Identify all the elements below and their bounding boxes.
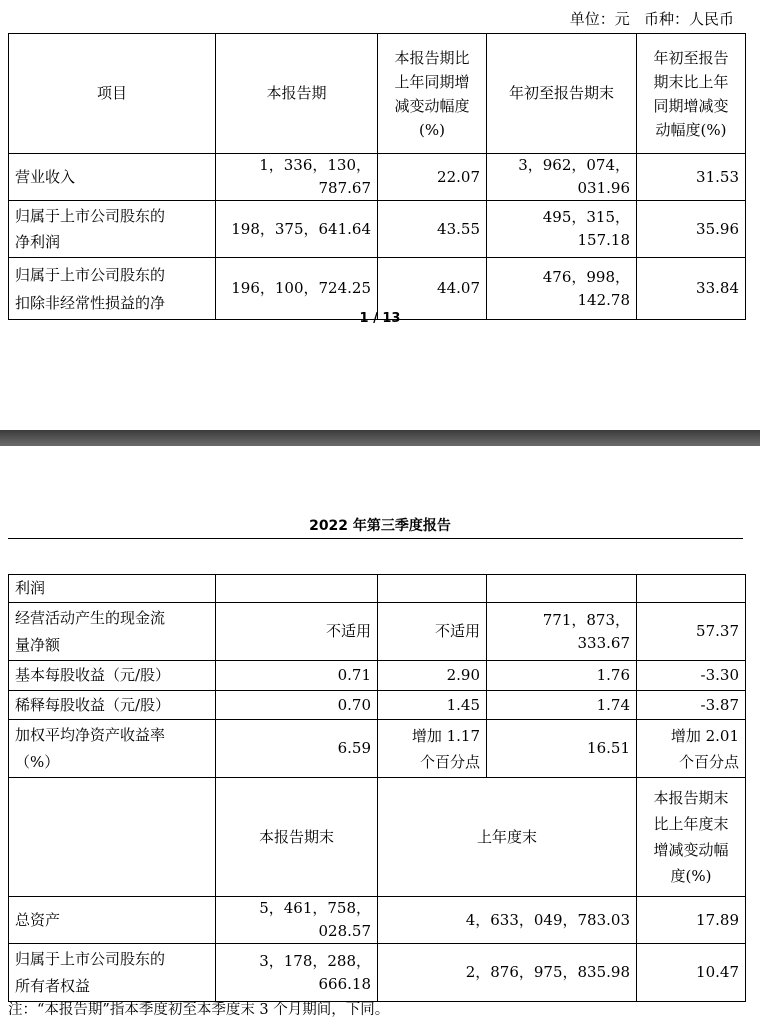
header-line: 增减变动幅 — [653, 841, 729, 859]
header-line: 期末比上年 — [653, 72, 729, 91]
header-line: 减变动幅度 — [394, 96, 470, 115]
header-line: 比上年度末 — [653, 815, 729, 833]
row-label-line: 经营活动产生的现金流 — [15, 608, 166, 627]
footnote: 注：“本报告期”指本季度初至本季度末 3 个月期间，下同。 — [8, 1002, 390, 1018]
cell-current-yoy: 43.55 — [378, 201, 487, 258]
table-row — [9, 897, 746, 944]
row-label — [9, 944, 216, 1002]
page-number: 1 / 13 — [359, 311, 401, 326]
cell-change: 17.89 — [637, 897, 746, 944]
row-label-line: 归属于上市公司股东的 — [15, 207, 166, 225]
header-line: 本报告期比 — [394, 48, 470, 67]
cell-ytd-yoy: -3.87 — [637, 691, 746, 720]
unit-currency-label: 单位：元 币种：人民币 — [569, 10, 734, 28]
row-label: 总资产 — [9, 897, 216, 944]
row-label-line: 加权平均净资产收益率 — [15, 725, 166, 744]
table-row — [9, 603, 746, 661]
header-line: 动幅度(%) — [655, 120, 727, 139]
title-rule — [8, 538, 743, 539]
cell-line: 个百分点 — [419, 752, 480, 771]
table-row — [9, 201, 746, 258]
cell-ytd: 495，315，157.18 — [487, 201, 637, 258]
cell-current: 196，100，724.25 — [216, 258, 378, 320]
cell-current-yoy: 44.07 — [378, 258, 487, 320]
cell-ytd-yoy: 57.37 — [637, 603, 746, 661]
cell-end-of-period: 5，461，758，028.57 — [216, 897, 378, 944]
header-current-yoy — [378, 34, 487, 154]
header-prior-year-end: 上年度末 — [378, 778, 637, 897]
key-financial-data-table — [8, 33, 746, 320]
cell-current-yoy: 1.45 — [378, 691, 487, 720]
cell-current: 0.70 — [216, 691, 378, 720]
row-label-line: 净利润 — [15, 233, 61, 251]
row-label — [9, 603, 216, 661]
row-label-line: （%） — [15, 752, 60, 771]
table-row — [9, 944, 746, 1002]
cell-current: 198，375，641.64 — [216, 201, 378, 258]
cell-current: 不适用 — [216, 603, 378, 661]
cell-prior-year-end: 4，633，049，783.03 — [378, 897, 637, 944]
header-change — [637, 778, 746, 897]
cell-current-yoy: 22.07 — [378, 154, 487, 201]
cell-current-yoy: 不适用 — [378, 603, 487, 661]
cell-ytd-yoy — [637, 720, 746, 778]
cell-ytd — [487, 575, 637, 603]
cell-ytd-yoy: 31.53 — [637, 154, 746, 201]
cell-ytd: 771，873，333.67 — [487, 603, 637, 661]
row-label-line: 归属于上市公司股东的 — [15, 949, 166, 968]
cell-line: 个百分点 — [678, 752, 739, 771]
header-line: 本报告期末 — [653, 789, 729, 807]
header-line: 同期增减变 — [653, 96, 729, 115]
cell-line: 增加 2.01 — [670, 726, 739, 745]
header-current-period: 本报告期 — [216, 34, 378, 154]
balance-header-row — [9, 778, 746, 897]
cell-prior-year-end: 2，876，975，835.98 — [378, 944, 637, 1002]
cell-ytd-yoy: -3.30 — [637, 661, 746, 691]
cell-ytd: 16.51 — [487, 720, 637, 778]
document-page-1 — [0, 0, 760, 430]
row-label — [9, 201, 216, 258]
row-label: 基本每股收益（元/股） — [9, 661, 216, 691]
cell-current-yoy: 2.90 — [378, 661, 487, 691]
cell-current: 1，336，130，787.67 — [216, 154, 378, 201]
row-label: 营业收入 — [9, 154, 216, 201]
header-line: 上年同期增 — [394, 72, 470, 91]
cell-end-of-period: 3，178，288，666.18 — [216, 944, 378, 1002]
table-row — [9, 661, 746, 691]
header-item: 项目 — [9, 34, 216, 154]
table-row — [9, 154, 746, 201]
row-label: 利润 — [9, 575, 216, 603]
cell-current: 6.59 — [216, 720, 378, 778]
cell-ytd-yoy — [637, 575, 746, 603]
cell-ytd: 3，962，074，031.96 — [487, 154, 637, 201]
cell-line: 增加 1.17 — [411, 726, 480, 745]
header-ytd: 年初至报告期末 — [487, 34, 637, 154]
balance-header-blank — [9, 778, 216, 897]
cell-current-yoy — [378, 720, 487, 778]
row-label-line: 量净额 — [15, 635, 61, 654]
cell-ytd: 1.76 — [487, 661, 637, 691]
cell-change: 10.47 — [637, 944, 746, 1002]
cell-ytd-yoy: 33.84 — [637, 258, 746, 320]
row-label-line: 归属于上市公司股东的 — [15, 265, 166, 284]
header-ytd-yoy — [637, 34, 746, 154]
header-line: (%) — [419, 120, 445, 139]
row-label: 稀释每股收益（元/股） — [9, 691, 216, 720]
cell-ytd: 476，998，142.78 — [487, 258, 637, 320]
header-line: 年初至报告 — [653, 48, 729, 67]
row-label-line: 所有者权益 — [15, 976, 91, 995]
key-financial-data-table-continued — [8, 574, 746, 1002]
table-row — [9, 575, 746, 603]
cell-current-yoy — [378, 575, 487, 603]
table-row — [9, 691, 746, 720]
header-end-of-period: 本报告期末 — [216, 778, 378, 897]
page-separator — [0, 430, 760, 446]
report-title: 2022 年第三季度报告 — [309, 518, 451, 534]
document-page-2 — [0, 446, 760, 1024]
row-label — [9, 720, 216, 778]
row-label-line: 扣除非经常性损益的净 — [15, 293, 166, 312]
cell-current: 0.71 — [216, 661, 378, 691]
cell-ytd-yoy: 35.96 — [637, 201, 746, 258]
header-line: 度(%) — [670, 867, 712, 885]
table-row — [9, 720, 746, 778]
cell-current — [216, 575, 378, 603]
cell-ytd: 1.74 — [487, 691, 637, 720]
table-header-row — [9, 34, 746, 154]
